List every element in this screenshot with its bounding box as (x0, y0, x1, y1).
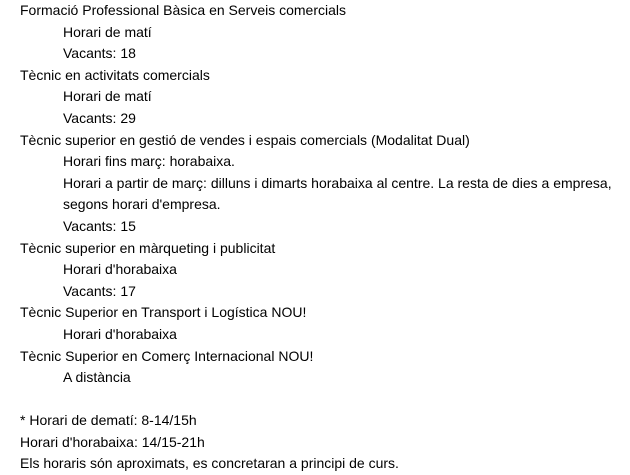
course-schedule: Horari d'horabaixa (63, 325, 177, 342)
course-schedule: Horari d'horabaixa (63, 261, 177, 278)
course-title: Tècnic superior en màrqueting i publicitat (20, 239, 276, 256)
course-vacancies: Vacants: 18 (63, 45, 136, 62)
course-vacancies: Vacants: 15 (63, 217, 136, 234)
course-schedule: Horari de matí (63, 23, 152, 40)
course-list (20, 0, 625, 475)
course-schedule: Horari a partir de març: dilluns i dimarts horabaixa al centre. La resta de dies a empresa, (63, 174, 612, 191)
course-title: Formació Professional Bàsica en Serveis comercials (20, 2, 347, 18)
spacer (20, 389, 625, 411)
course-schedule: Horari fins març: horabaixa. (63, 153, 235, 170)
course-title: Tècnic en activitats comercials (20, 66, 210, 83)
schedule-note: * Horari de dematí: 8-14/15h (20, 412, 197, 429)
course-title: Tècnic Superior en Transport i Logística NOU! (20, 304, 307, 321)
course-schedule: Horari de matí (63, 88, 152, 105)
course-vacancies: Vacants: 17 (63, 282, 136, 299)
course-title: Tècnic Superior en Comerç Internacional NOU! (20, 347, 314, 364)
schedule-note: Els horaris són aproximats, es concretaran a principi de curs. (20, 455, 399, 472)
course-vacancies: Vacants: 29 (63, 109, 136, 126)
course-title: Tècnic superior en gestió de vendes i espais comercials (Modalitat Dual) (20, 131, 470, 148)
schedule-note: Horari d'horabaixa: 14/15-21h (20, 433, 205, 450)
course-schedule: segons horari d'empresa. (63, 196, 221, 213)
course-schedule: A distància (63, 369, 131, 386)
